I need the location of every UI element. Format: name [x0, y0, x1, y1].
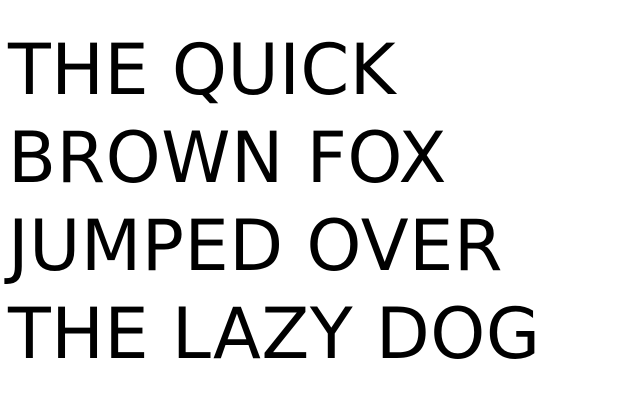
pangram-text-block — [8, 26, 541, 378]
text-line-4: THE LAZY DOG — [8, 293, 541, 375]
text-line-2: BROWN FOX — [8, 117, 447, 199]
text-line-3: JUMPED OVER — [8, 205, 503, 287]
text-line-1: THE QUICK — [8, 29, 397, 111]
